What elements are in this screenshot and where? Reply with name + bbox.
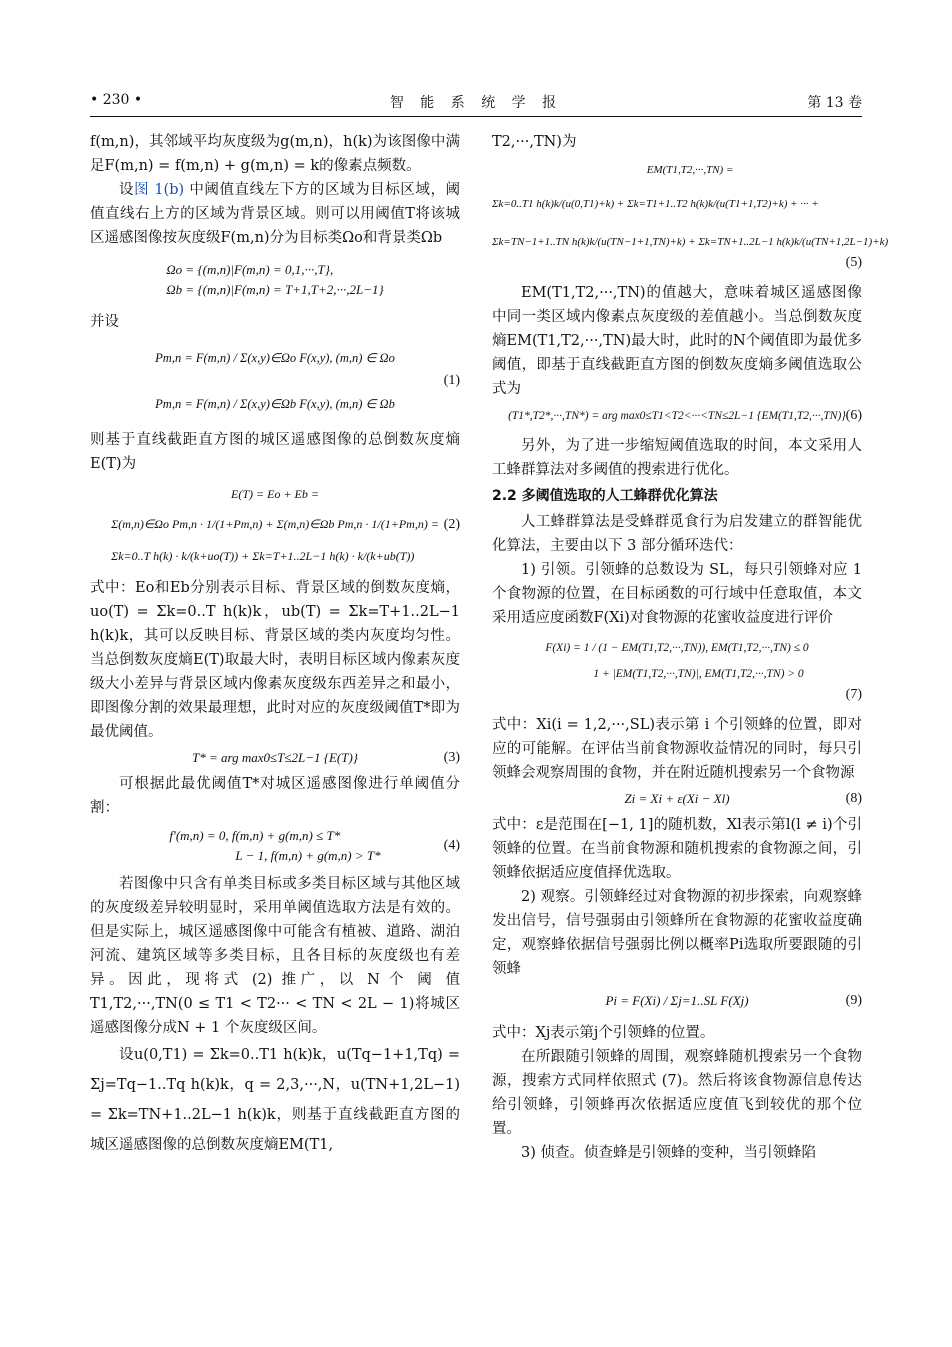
equation-line: Ωo = {(m,n)|F(m,n) = 0,1,···,T}, [166, 262, 334, 277]
paragraph: 在所跟随引领蜂的周围，观察蜂随机搜索另一个食物源，搜索方式同样依照式 (7)。然后将该食物源信息传达给引领蜂，引领蜂再次依据适应度值飞到较优的那个位置。 [492, 1049, 862, 1137]
equation-line: Σk=0..T h(k) · k/(k+uo(T)) + Σk=T+1..2L−1 h(k) · k/(k+ub(T)) [111, 549, 415, 563]
paragraph: 2) 观察。引领蜂经过对食物源的初步探索，向观察蜂发出信号，信号强弱由引领蜂所在食物源的花蜜收益度确定，观察蜂依据信号强弱比例以概率Pi选取所要跟随的引领蜂 [492, 889, 862, 977]
paragraph: 式中：Eo和Eb分别表示目标、背景区域的倒数灰度熵，uo(T) = Σk=0..T h(k)k，ub(T) = Σk=T+1..2L−1 h(k)k，其可以反映目标、背景区域的类内灰度均匀性。当总倒数灰度熵E(T)取最大时，表明目标区域内像素灰度级大小差异与背景区域内像素灰度级东西差异之和最小，即图像分割的效果最理想，此时对应的灰度级阈值T*即为最优阈值。 [90, 580, 460, 740]
equation-line: 1 + |EM(T1,T2,···,TN)|, EM(T1,T2,···,TN) > 0 [593, 668, 804, 680]
equation-line: EM(T1,T2,···,TN) = [646, 164, 734, 176]
equation-line: Ωb = {(m,n)|F(m,n) = T+1,T+2,···,2L−1} [166, 282, 384, 297]
page-number: • 230 • [90, 92, 143, 108]
equation-line: Σk=0..T1 h(k)k/(u(0,T1)+k) + Σk=T1+1..T2 h(k)k/(u(T1+1,T2)+k) + ··· + [492, 198, 819, 210]
equation-4 [90, 826, 460, 866]
paragraph [90, 178, 460, 250]
paragraph: 设u(0,T1) = Σk=0..T1 h(k)k，u(Tq−1+1,Tq) = Σj=Tq−1..Tq h(k)k，q = 2,3,···,N，u(TN+1,2L−1) = Σk=TN+1..2L−1 h(k)k，则基于直线截距直方图的城区遥感图像的总倒数灰度熵EM(T1, [90, 1047, 460, 1153]
paragraph: 则基于直线截距直方图的城区遥感图像的总倒数灰度熵E(T)为 [90, 432, 460, 472]
paragraph: 1) 引领。引领蜂的总数设为 SL，每只引领蜂对应 1 个食物源的位置，在目标函数的可行域中任意取值，本文采用适应度函数F(Xi)对食物源的花蜜收益度进行评价 [492, 562, 862, 626]
equation-line: Pm,n = F(m,n) / Σ(x,y)∈Ωb F(x,y), (m,n) ∈ Ωb [155, 397, 395, 411]
equation-number: (8) [845, 791, 862, 806]
paragraph: 式中：Xi(i = 1,2,···,SL)表示第 i 个引领蜂的位置，即对应的可能解。在评估当前食物源收益情况的同时，每只引领蜂会观察周围的食物，并在附近随机搜索另一个食物源 [492, 717, 862, 781]
equation-number: (2) [443, 517, 460, 532]
paragraph: T2,···,TN)为 [492, 134, 577, 150]
equation-line: L − 1, f(m,n) + g(m,n) > T* [235, 848, 381, 863]
equation-line: E(T) = Eo + Eb = [231, 487, 319, 501]
equation-6 [492, 405, 862, 426]
equation-1 [90, 348, 460, 414]
volume-label: 第 13 卷 [807, 95, 862, 111]
journal-name: 智 能 系 统 学 报 [389, 95, 563, 111]
equation-number: (9) [845, 993, 862, 1008]
equation-line: Pi = F(Xi) / Σj=1..SL F(Xj) [605, 993, 749, 1008]
equation-number: (6) [845, 407, 862, 423]
equation-line: f′(m,n) = 0, f(m,n) + g(m,n) ≤ T* [169, 828, 341, 843]
equation-number: (3) [443, 750, 460, 765]
equation-3 [90, 748, 460, 768]
equation-line: (T1*,T2*,···,TN*) = arg max0≤T1<T2<···<TN≤2L−1 {EM(T1,T2,···,TN)} [508, 410, 846, 422]
paragraph: 可根据此最优阈值T*对城区遥感图像进行单阈值分割： [90, 776, 460, 816]
paragraph: 并设 [90, 314, 119, 330]
section-heading: 2.2 多阈值选取的人工蜂群优化算法 [492, 488, 718, 504]
paragraph: 若图像中只含有单类目标或多类目标区域与其他区域的灰度级差异较明显时，采用单阈值选取方法是有效的。但是实际上，城区遥感图像中可能含有植被、道路、湖泊河流、建筑区域等多类目标，且各目标的灰度级也有差异。因此，现将式 (2) 推广，以 N 个 阈 值T1,T2,···,TN(0 ≤ T1 < T2··· < TN < 2L − 1)将城区遥感图像分成N + 1 个灰度级区间。 [90, 876, 460, 1036]
paragraph: 人工蜂群算法是受蜂群觅食行为启发建立的群智能优化算法，主要由以下 3 部分循环迭代： [492, 514, 862, 554]
right-column [492, 130, 889, 1165]
equation-line: F(Xi) = 1 / (1 − EM(T1,T2,···,TN)), EM(T1,T2,···,TN) ≤ 0 [545, 642, 809, 654]
left-column [90, 130, 460, 1160]
paragraph: 式中：ε是范围在[−1, 1]的随机数，Xl表示第l(l ≠ i)个引领蜂的位置。在当前食物源和随机搜索的食物源之间，引领蜂依据适应度值择优选取。 [492, 817, 862, 881]
paragraph: f(m,n)，其邻域平均灰度级为g(m,n)，h(k)为该图像中满足F(m,n) = f(m,n) + g(m,n) = k的像素点频数。 [90, 134, 460, 174]
equation-line: T* = arg max0≤T≤2L−1 {E(T)} [192, 750, 358, 765]
paragraph: EM(T1,T2,···,TN)的值越大，意味着城区遥感图像中同一类区域内像素点灰度级的差值越小。当总倒数灰度熵EM(T1,T2,···,TN)最大时，此时的N个阈值即为最优多阈值，即基于直线截距直方图的倒数灰度熵多阈值选取公式为 [492, 285, 862, 397]
equation-line: Σk=TN−1+1..TN h(k)k/(u(TN−1+1,TN)+k) + Σk=TN+1..2L−1 h(k)k/(u(TN+1,2L−1)+k) [492, 236, 889, 248]
paragraph: 另外，为了进一步缩短阈值选取的时间，本文采用人工蜂群算法对多阈值的搜索进行优化。 [492, 438, 862, 478]
equation-line: Σ(m,n)∈Ωo Pm,n · 1/(1+Pm,n) + Σ(m,n)∈Ωb Pm,n · 1/(1+Pm,n) = [111, 517, 439, 531]
text-run: 中阈值直线左下方的区域为目标区域，阈值直线右上方的区域为背景区域。则可以用阈值T将该城区遥感图像按灰度级F(m,n)分为目标类Ωo和背景类Ωb [90, 182, 461, 246]
equation-sets [90, 260, 460, 300]
equation-5 [492, 160, 889, 273]
text-run: 设 [119, 182, 135, 198]
equation-number: (5) [845, 255, 862, 270]
equation-number: (7) [845, 687, 862, 702]
figure-reference-link[interactable]: 图 1(b) [134, 182, 185, 198]
equation-7 [492, 638, 862, 705]
paragraph: 3) 侦查。侦查蜂是引领蜂的变种，当引领蜂陷 [521, 1145, 816, 1161]
equation-line: Zi = Xi + ε(Xi − Xl) [624, 791, 730, 806]
equation-number: (4) [443, 838, 460, 853]
equation-9 [492, 991, 862, 1011]
running-header [90, 86, 862, 117]
equation-line: Pm,n = F(m,n) / Σ(x,y)∈Ωo F(x,y), (m,n) ∈ Ωo [155, 351, 395, 365]
equation-2 [90, 484, 460, 566]
equation-8 [492, 789, 862, 809]
paragraph: 式中：Xj表示第j个引领蜂的位置。 [492, 1025, 715, 1041]
equation-number: (1) [443, 373, 460, 388]
